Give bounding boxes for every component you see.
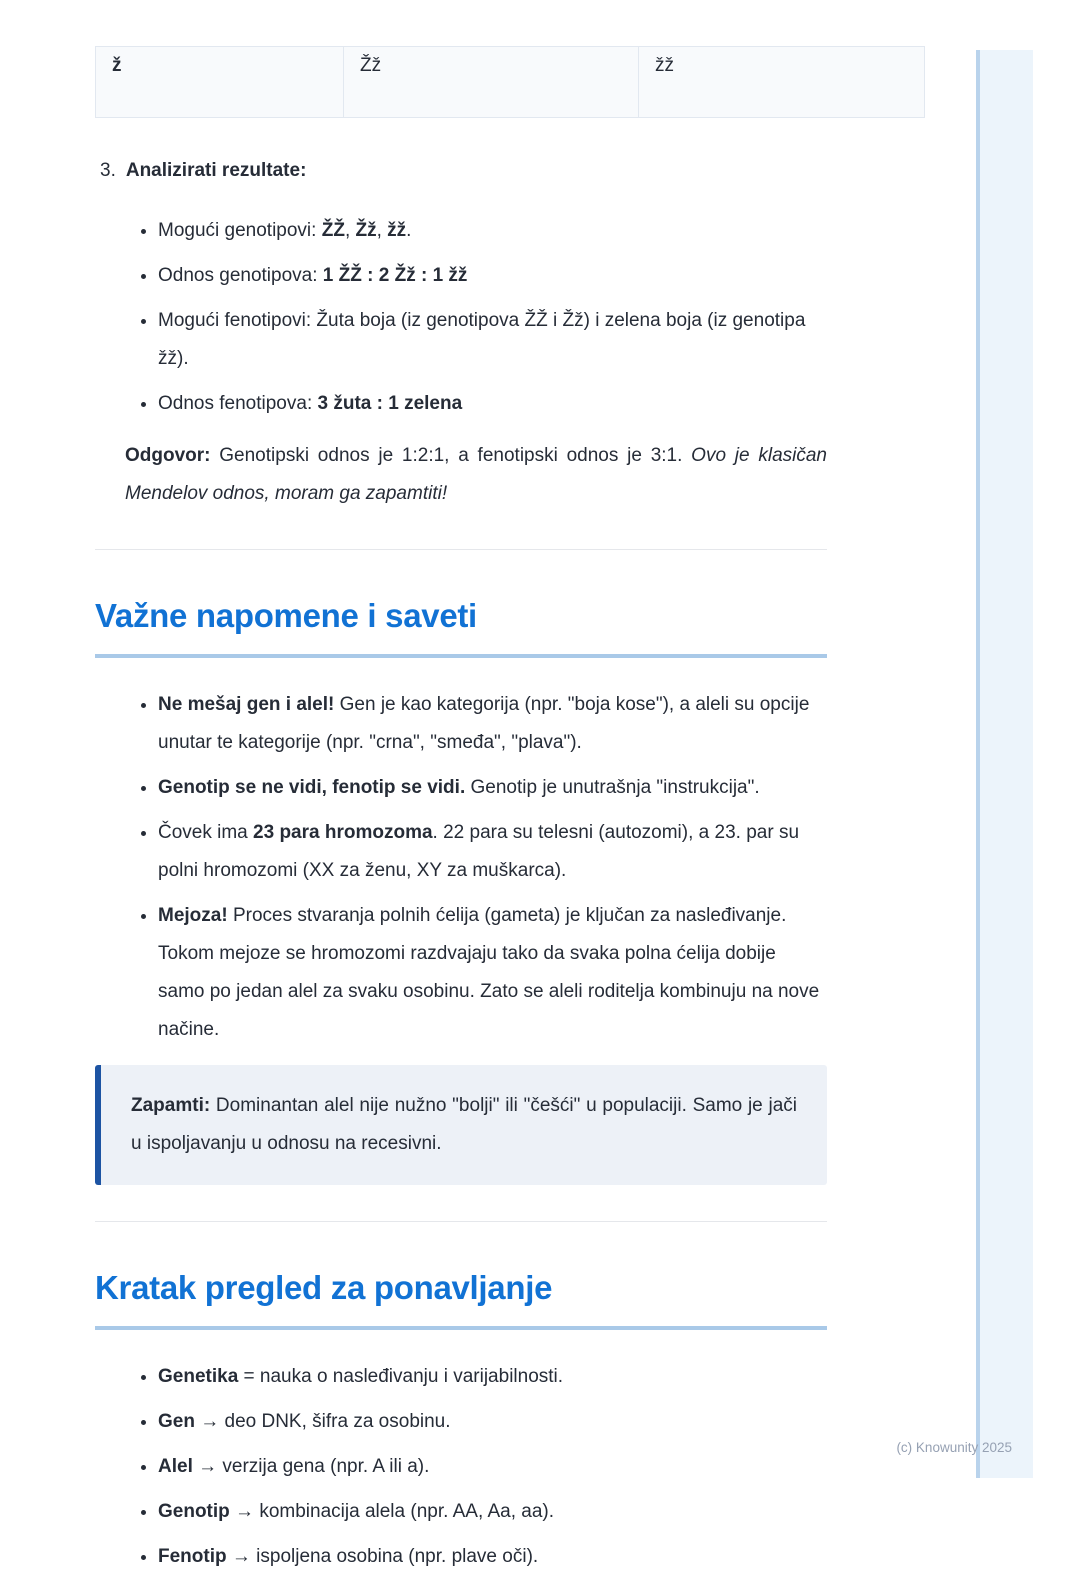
review-bullet-list bbox=[95, 1358, 827, 1576]
list-item: • Genetika = nauka o nasleđivanju i varijabilnosti. bbox=[158, 1358, 827, 1396]
document-page bbox=[95, 46, 827, 1583]
analysis-bullet-list bbox=[95, 212, 827, 423]
section-divider bbox=[95, 1221, 827, 1222]
list-item: • Čovek ima 23 para hromozoma. 22 para su telesni (autozomi), a 23. par su polni hromozomi (XX za ženu, XY za muškarca). bbox=[158, 814, 827, 890]
step-title-text: Analizirati rezultate: bbox=[125, 160, 307, 181]
numbered-step-title bbox=[95, 158, 827, 184]
list-item: • Mogući fenotipovi: Žuta boja (iz genotipova ŽŽ i Žž) i zelena boja (iz genotipa žž). bbox=[158, 302, 827, 378]
right-side-panel bbox=[976, 50, 1033, 1478]
list-item: • Alel → verzija gena (npr. A ili a). bbox=[158, 1448, 827, 1486]
punnett-genotype-cell: Žž bbox=[344, 47, 639, 118]
list-item: • Mejoza! Proces stvaranja polnih ćelija (gameta) je ključan za nasleđivanje. Tokom mejoze se hromozomi razdvajaju tako da svaka polna ćelija dobije samo po jedan alel za svaku osobinu. Zato se aleli roditelja kombinuju na nove načine. bbox=[158, 897, 827, 1049]
notes-bullet-list bbox=[95, 686, 827, 1049]
section-heading-notes: Važne napomene i saveti bbox=[95, 596, 827, 658]
punnett-genotype-cell: žž bbox=[639, 47, 925, 118]
list-item: • Gen → deo DNK, šifra za osobinu. bbox=[158, 1403, 827, 1441]
list-item: • Ne mešaj gen i alel! Gen je kao kategorija (npr. "boja kose"), a aleli su opcije unutar te kategorije (npr. "crna", "smeđa", "plava"). bbox=[158, 686, 827, 762]
list-item: • Mogući genotipovi: ŽŽ, Žž, žž. bbox=[158, 212, 827, 250]
punnett-table-row bbox=[96, 47, 925, 118]
list-item: • Odnos genotipova: 1 ŽŽ : 2 Žž : 1 žž bbox=[158, 257, 827, 295]
list-item: • Odnos fenotipova: 3 žuta : 1 zelena bbox=[158, 385, 827, 423]
list-item: • Genotip → kombinacija alela (npr. AA, Aa, aa). bbox=[158, 1493, 827, 1531]
list-item: • Genotip se ne vidi, fenotip se vidi. Genotip je unutrašnja "instrukcija". bbox=[158, 769, 827, 807]
answer-paragraph: Odgovor: Genotipski odnos je 1:2:1, a fenotipski odnos je 3:1. Ovo je klasičan Mendelov odnos, moram ga zapamtiti! bbox=[125, 445, 827, 504]
section-divider bbox=[95, 549, 827, 550]
step-number: 3. bbox=[100, 160, 116, 181]
list-item: • Fenotip → ispoljena osobina (npr. plave oči). bbox=[158, 1538, 827, 1576]
callout-box: Zapamti: Dominantan alel nije nužno "bolji" ili "češći" u populaciji. Samo je jači u ispoljavanju u odnosu na recesivni. bbox=[95, 1065, 827, 1185]
footer-credit: (c) Knowunity 2025 bbox=[896, 1440, 1012, 1455]
punnett-table bbox=[95, 46, 925, 118]
punnett-row-header-cell: ž bbox=[96, 47, 344, 118]
section-heading-review: Kratak pregled za ponavljanje bbox=[95, 1268, 827, 1330]
